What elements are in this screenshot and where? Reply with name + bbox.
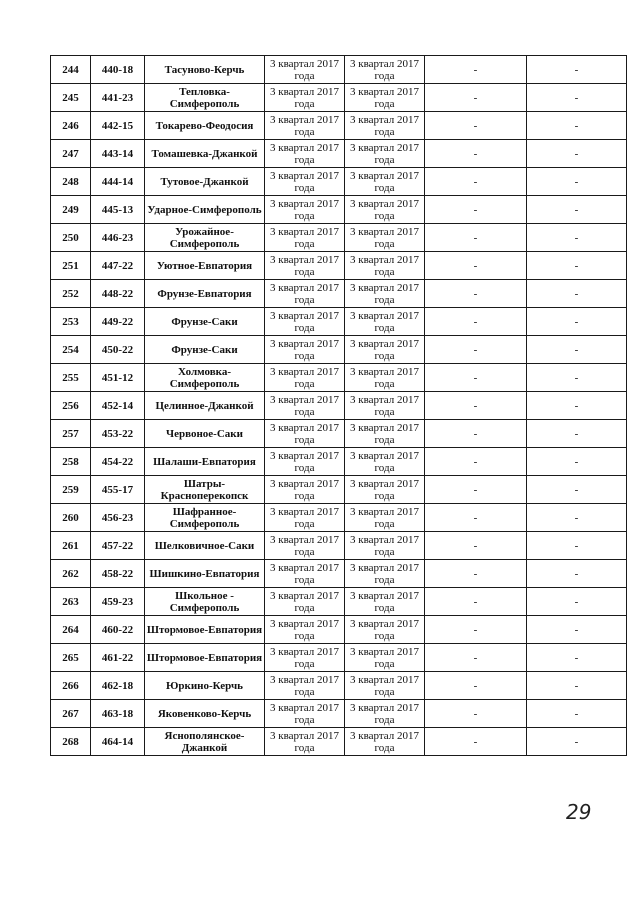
start-quarter-cell: 3 квартал 2017 года <box>265 56 345 84</box>
table-row <box>51 112 627 140</box>
route-code-cell: 456-23 <box>91 504 145 532</box>
route-name-cell: Шатры-Красноперекопск <box>145 476 265 504</box>
page-number: 29 <box>566 800 592 824</box>
start-quarter-cell: 3 квартал 2017 года <box>265 616 345 644</box>
dash-cell: - <box>425 504 527 532</box>
table-row <box>51 616 627 644</box>
end-quarter-cell: 3 квартал 2017 года <box>345 644 425 672</box>
table-row <box>51 728 627 756</box>
start-quarter-cell: 3 квартал 2017 года <box>265 280 345 308</box>
dash-cell: - <box>527 392 627 420</box>
dash-cell: - <box>425 392 527 420</box>
dash-cell: - <box>527 168 627 196</box>
dash-cell: - <box>527 364 627 392</box>
start-quarter-cell: 3 квартал 2017 года <box>265 504 345 532</box>
dash-cell: - <box>527 420 627 448</box>
end-quarter-cell: 3 квартал 2017 года <box>345 84 425 112</box>
dash-cell: - <box>425 364 527 392</box>
table-row <box>51 364 627 392</box>
dash-cell: - <box>527 616 627 644</box>
end-quarter-cell: 3 квартал 2017 года <box>345 392 425 420</box>
row-number-cell: 265 <box>51 644 91 672</box>
end-quarter-cell: 3 квартал 2017 года <box>345 168 425 196</box>
table-row <box>51 252 627 280</box>
start-quarter-cell: 3 квартал 2017 года <box>265 420 345 448</box>
row-number-cell: 249 <box>51 196 91 224</box>
route-name-cell: Холмовка-Симферополь <box>145 364 265 392</box>
row-number-cell: 259 <box>51 476 91 504</box>
dash-cell: - <box>425 84 527 112</box>
end-quarter-cell: 3 квартал 2017 года <box>345 504 425 532</box>
end-quarter-cell: 3 квартал 2017 года <box>345 280 425 308</box>
row-number-cell: 264 <box>51 616 91 644</box>
route-name-cell: Шафранное-Симферополь <box>145 504 265 532</box>
table-row <box>51 560 627 588</box>
dash-cell: - <box>425 616 527 644</box>
start-quarter-cell: 3 квартал 2017 года <box>265 336 345 364</box>
start-quarter-cell: 3 квартал 2017 года <box>265 140 345 168</box>
route-name-cell: Токарево-Феодосия <box>145 112 265 140</box>
table-row <box>51 448 627 476</box>
table-row <box>51 532 627 560</box>
table-row <box>51 196 627 224</box>
route-code-cell: 454-22 <box>91 448 145 476</box>
dash-cell: - <box>527 644 627 672</box>
end-quarter-cell: 3 квартал 2017 года <box>345 448 425 476</box>
end-quarter-cell: 3 квартал 2017 года <box>345 700 425 728</box>
route-code-cell: 455-17 <box>91 476 145 504</box>
start-quarter-cell: 3 квартал 2017 года <box>265 448 345 476</box>
table-row <box>51 224 627 252</box>
dash-cell: - <box>527 112 627 140</box>
dash-cell: - <box>425 196 527 224</box>
route-code-cell: 453-22 <box>91 420 145 448</box>
route-name-cell: Яснополянское-Джанкой <box>145 728 265 756</box>
route-code-cell: 459-23 <box>91 588 145 616</box>
row-number-cell: 254 <box>51 336 91 364</box>
dash-cell: - <box>527 700 627 728</box>
dash-cell: - <box>527 56 627 84</box>
dash-cell: - <box>527 532 627 560</box>
dash-cell: - <box>527 588 627 616</box>
end-quarter-cell: 3 квартал 2017 года <box>345 224 425 252</box>
route-code-cell: 441-23 <box>91 84 145 112</box>
row-number-cell: 258 <box>51 448 91 476</box>
dash-cell: - <box>425 56 527 84</box>
dash-cell: - <box>425 728 527 756</box>
route-code-cell: 447-22 <box>91 252 145 280</box>
route-code-cell: 450-22 <box>91 336 145 364</box>
start-quarter-cell: 3 квартал 2017 года <box>265 672 345 700</box>
start-quarter-cell: 3 квартал 2017 года <box>265 308 345 336</box>
dash-cell: - <box>527 504 627 532</box>
start-quarter-cell: 3 квартал 2017 года <box>265 644 345 672</box>
dash-cell: - <box>425 112 527 140</box>
route-name-cell: Шелковичное-Саки <box>145 532 265 560</box>
route-code-cell: 460-22 <box>91 616 145 644</box>
route-code-cell: 442-15 <box>91 112 145 140</box>
row-number-cell: 251 <box>51 252 91 280</box>
table-body <box>51 56 627 756</box>
dash-cell: - <box>527 140 627 168</box>
dash-cell: - <box>425 280 527 308</box>
dash-cell: - <box>527 560 627 588</box>
row-number-cell: 252 <box>51 280 91 308</box>
start-quarter-cell: 3 квартал 2017 года <box>265 560 345 588</box>
route-name-cell: Штормовое-Евпатория <box>145 616 265 644</box>
dash-cell: - <box>425 140 527 168</box>
table-row <box>51 336 627 364</box>
table-row <box>51 56 627 84</box>
table-row <box>51 392 627 420</box>
row-number-cell: 267 <box>51 700 91 728</box>
route-code-cell: 440-18 <box>91 56 145 84</box>
dash-cell: - <box>527 728 627 756</box>
dash-cell: - <box>527 672 627 700</box>
start-quarter-cell: 3 квартал 2017 года <box>265 364 345 392</box>
table-row <box>51 308 627 336</box>
table-row <box>51 700 627 728</box>
dash-cell: - <box>425 420 527 448</box>
end-quarter-cell: 3 квартал 2017 года <box>345 140 425 168</box>
route-code-cell: 463-18 <box>91 700 145 728</box>
end-quarter-cell: 3 квартал 2017 года <box>345 420 425 448</box>
route-code-cell: 448-22 <box>91 280 145 308</box>
route-name-cell: Школьное - Симферополь <box>145 588 265 616</box>
row-number-cell: 248 <box>51 168 91 196</box>
route-code-cell: 457-22 <box>91 532 145 560</box>
dash-cell: - <box>527 448 627 476</box>
dash-cell: - <box>527 280 627 308</box>
route-code-cell: 458-22 <box>91 560 145 588</box>
table-row <box>51 476 627 504</box>
start-quarter-cell: 3 квартал 2017 года <box>265 196 345 224</box>
row-number-cell: 262 <box>51 560 91 588</box>
route-code-cell: 446-23 <box>91 224 145 252</box>
table-row <box>51 168 627 196</box>
route-code-cell: 445-13 <box>91 196 145 224</box>
route-name-cell: Фрунзе-Саки <box>145 336 265 364</box>
route-name-cell: Юркино-Керчь <box>145 672 265 700</box>
dash-cell: - <box>425 336 527 364</box>
table-row <box>51 504 627 532</box>
start-quarter-cell: 3 квартал 2017 года <box>265 532 345 560</box>
end-quarter-cell: 3 квартал 2017 года <box>345 588 425 616</box>
dash-cell: - <box>425 532 527 560</box>
end-quarter-cell: 3 квартал 2017 года <box>345 196 425 224</box>
route-name-cell: Шалаши-Евпатория <box>145 448 265 476</box>
dash-cell: - <box>425 308 527 336</box>
route-name-cell: Ударное-Симферополь <box>145 196 265 224</box>
dash-cell: - <box>425 224 527 252</box>
row-number-cell: 263 <box>51 588 91 616</box>
dash-cell: - <box>527 476 627 504</box>
row-number-cell: 247 <box>51 140 91 168</box>
dash-cell: - <box>425 672 527 700</box>
end-quarter-cell: 3 квартал 2017 года <box>345 364 425 392</box>
dash-cell: - <box>527 336 627 364</box>
dash-cell: - <box>425 476 527 504</box>
route-code-cell: 464-14 <box>91 728 145 756</box>
start-quarter-cell: 3 квартал 2017 года <box>265 392 345 420</box>
dash-cell: - <box>527 224 627 252</box>
route-name-cell: Тасуново-Керчь <box>145 56 265 84</box>
route-name-cell: Шишкино-Евпатория <box>145 560 265 588</box>
row-number-cell: 261 <box>51 532 91 560</box>
end-quarter-cell: 3 квартал 2017 года <box>345 616 425 644</box>
route-code-cell: 452-14 <box>91 392 145 420</box>
end-quarter-cell: 3 квартал 2017 года <box>345 56 425 84</box>
row-number-cell: 257 <box>51 420 91 448</box>
row-number-cell: 245 <box>51 84 91 112</box>
dash-cell: - <box>527 84 627 112</box>
start-quarter-cell: 3 квартал 2017 года <box>265 168 345 196</box>
table-row <box>51 644 627 672</box>
route-name-cell: Червоное-Саки <box>145 420 265 448</box>
table-row <box>51 84 627 112</box>
table-row <box>51 280 627 308</box>
route-name-cell: Томашевка-Джанкой <box>145 140 265 168</box>
start-quarter-cell: 3 квартал 2017 года <box>265 728 345 756</box>
route-name-cell: Тутовое-Джанкой <box>145 168 265 196</box>
end-quarter-cell: 3 квартал 2017 года <box>345 252 425 280</box>
dash-cell: - <box>527 308 627 336</box>
dash-cell: - <box>527 252 627 280</box>
route-name-cell: Фрунзе-Евпатория <box>145 280 265 308</box>
dash-cell: - <box>425 560 527 588</box>
dash-cell: - <box>425 644 527 672</box>
dash-cell: - <box>425 700 527 728</box>
end-quarter-cell: 3 квартал 2017 года <box>345 532 425 560</box>
dash-cell: - <box>527 196 627 224</box>
route-code-cell: 444-14 <box>91 168 145 196</box>
start-quarter-cell: 3 квартал 2017 года <box>265 112 345 140</box>
row-number-cell: 244 <box>51 56 91 84</box>
end-quarter-cell: 3 квартал 2017 года <box>345 308 425 336</box>
start-quarter-cell: 3 квартал 2017 года <box>265 476 345 504</box>
route-code-cell: 449-22 <box>91 308 145 336</box>
row-number-cell: 266 <box>51 672 91 700</box>
route-name-cell: Тепловка-Симферополь <box>145 84 265 112</box>
row-number-cell: 256 <box>51 392 91 420</box>
start-quarter-cell: 3 квартал 2017 года <box>265 700 345 728</box>
end-quarter-cell: 3 квартал 2017 года <box>345 672 425 700</box>
dash-cell: - <box>425 252 527 280</box>
table-row <box>51 420 627 448</box>
table-row <box>51 588 627 616</box>
end-quarter-cell: 3 квартал 2017 года <box>345 112 425 140</box>
dash-cell: - <box>425 448 527 476</box>
table-row <box>51 672 627 700</box>
row-number-cell: 260 <box>51 504 91 532</box>
table-row <box>51 140 627 168</box>
route-code-cell: 443-14 <box>91 140 145 168</box>
route-code-cell: 461-22 <box>91 644 145 672</box>
start-quarter-cell: 3 квартал 2017 года <box>265 252 345 280</box>
route-code-cell: 462-18 <box>91 672 145 700</box>
start-quarter-cell: 3 квартал 2017 года <box>265 588 345 616</box>
route-name-cell: Уютное-Евпатория <box>145 252 265 280</box>
start-quarter-cell: 3 квартал 2017 года <box>265 84 345 112</box>
start-quarter-cell: 3 квартал 2017 года <box>265 224 345 252</box>
route-name-cell: Урожайное-Симферополь <box>145 224 265 252</box>
route-code-cell: 451-12 <box>91 364 145 392</box>
dash-cell: - <box>425 588 527 616</box>
end-quarter-cell: 3 квартал 2017 года <box>345 336 425 364</box>
end-quarter-cell: 3 квартал 2017 года <box>345 476 425 504</box>
route-name-cell: Яковенково-Керчь <box>145 700 265 728</box>
row-number-cell: 250 <box>51 224 91 252</box>
end-quarter-cell: 3 квартал 2017 года <box>345 728 425 756</box>
row-number-cell: 255 <box>51 364 91 392</box>
row-number-cell: 246 <box>51 112 91 140</box>
row-number-cell: 268 <box>51 728 91 756</box>
route-name-cell: Целинное-Джанкой <box>145 392 265 420</box>
registry-table <box>50 55 627 756</box>
route-name-cell: Штормовое-Евпатория <box>145 644 265 672</box>
route-name-cell: Фрунзе-Саки <box>145 308 265 336</box>
dash-cell: - <box>425 168 527 196</box>
row-number-cell: 253 <box>51 308 91 336</box>
end-quarter-cell: 3 квартал 2017 года <box>345 560 425 588</box>
